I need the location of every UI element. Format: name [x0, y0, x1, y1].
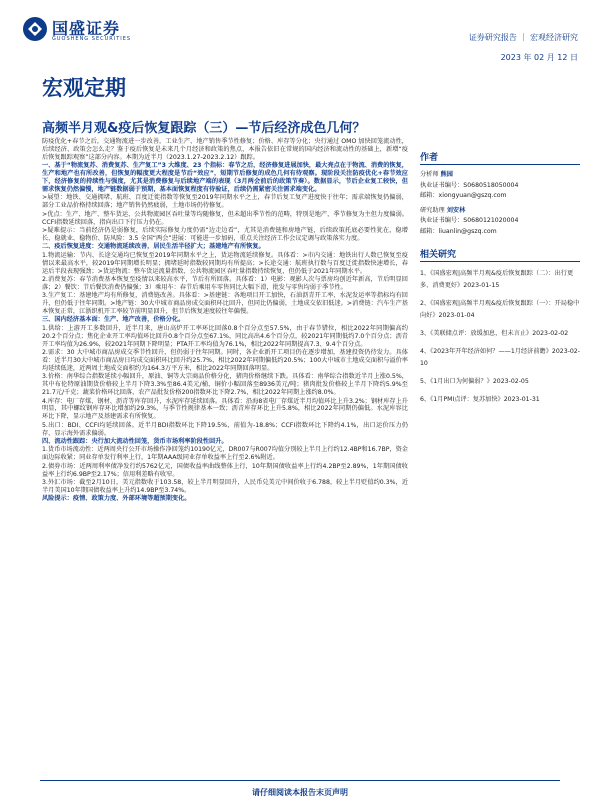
body-paragraph: 5.出口：BDI、CCFI均延续回落。近半月BDI指数环比下降19.5%，前值为-18.8%；CCFI指数环比下降约4.1%，出口运价压力仍存，显示海外需求偏弱。 — [42, 421, 408, 437]
footer-disclaimer: 请仔细阅读本报告末页声明 — [252, 788, 348, 797]
sidebar — [420, 150, 580, 412]
section-heading: 二、疫后恢复进度：交通物流延续改善，居民生活半径扩大；基建地产有所恢复。 — [42, 243, 265, 251]
assistant-name: 刘安林 — [446, 206, 466, 214]
body-paragraph: 2.需求：30 大中城市商品房成交季节性回升，但仍弱于往年同期。同时，各企业新开工项目仍在逐步增加，基建投资仍待发力。具体看：近半月30大中城市商品房日均成交面积环比回升约25.7%，相比2022年同期偏低约20.5%；100大中城市土地成交面积与溢价率均延续低迷，近两周土地成交面积约为164.3万平方米，相比2022年同期回落明显。 — [42, 349, 408, 372]
body-paragraph: 1.供给：上游开工多数回升，近半月来，唐山高炉开工率环比回落0.8个百分点至57.5%，由于春节错位，相比2022年同期偏高约20.2个百分点；焦化企业开工率均值环比回升0.8个百分点至67.1%，同比高出4.6个百分点，较2021年同期低约7.0个百分点；沥青开工率均值为26.9%，较2021年同期下降明显；PTA开工率均值为76.1%，相比2022年同期提高7.3、9.4个百分点。 — [42, 324, 408, 348]
body-paragraph: 4.库存：电厂存煤、钢材、沥青等库存回升，水泥库存延续回落。具体看：沿海8省电厂存煤近半月均值环比上升3.2%；钢材库存上升明显，其中螺纹钢库存环比增加约29.3%，与季节性规律基本一致；沥青库存环比上升5.8%，相比2022年同期仍偏低。水泥库容比环比下降，显示地产及基建需求有所恢复。 — [42, 397, 408, 421]
analyst-prefix: 分析师 — [420, 171, 439, 178]
company-name-en: GUOSHENG SECURITIES — [52, 36, 132, 42]
page-header — [22, 10, 578, 62]
body-paragraph: >展望：地铁、交通拥堵、航班、百度迁徙指数等恢复至2019年同期水平之上，春节后复工复产进度快于往年；需求端恢复仍偏弱，部分工业品价格持续回落；地产销售仍然疲弱，土地市场仍待修复。 — [42, 194, 408, 210]
related-item[interactable]: 4、《2023年开年经济如何？——1月经济前瞻》2023-02-10 — [420, 348, 580, 367]
body-paragraph: >疑难提示：当前经济仍是弱修复，后续实际修复力度仍需“边走边看”，尤其是消费链和房地产链，后续政策托底必要性犹在，稳增长、稳就业、稳物价、防风险：3.5 全国“两会”进展：可能进一步加码，重点关注经济工作会议定调与政策落实力度。 — [42, 226, 408, 242]
section-heading: 四、流动性跟踪：央行加大流动性回笼，货币市场利率阶段性回升。 — [42, 438, 228, 446]
related-item[interactable]: 5、《1月出口为何偏弱？》2023-02-05 — [420, 378, 529, 385]
assistant-line — [420, 206, 580, 217]
body-paragraph: >优点：生产、地产、整车货运、公共物流园区吞吐量等均随修复，但未超出季节性的范畴，特别是地产，季节修复为主但力度偏弱。CCFI指数延续回落，指向出口下行压力仍在。 — [42, 210, 408, 226]
assistant-cert: 执业证书编号：S0680121020004 — [420, 217, 519, 224]
body-paragraph: 2.消费复苏：春节消费基本恢复至疫情以来较高水平，节后有所回落。具体看：1）电影：观影人次与票房均创近年新高，节后明显回落；2）餐饮：节后餐饮消费仍偏强；3）乘用车：春节后乘用车零售同比大幅下滑，批发与零售均弱于季节性。 — [42, 275, 408, 291]
analyst-cert: 执业证书编号：S0680518050004 — [420, 181, 519, 189]
body-paragraph: 1.物流运输：节内、长途交通均已恢复至2019年同期水平之上，货运物流延续修复。具体看：>市内交通：地铁出行人数已恢复至疫情以来最高水平，较2019年同期增长明显；拥堵延时指数较同期均有所提高；>长途交通：航班执行数与百度迁徙指数快速增长，春运后半段表现强劲；>货运物流：整车货运流量指数、公共物流园区吞吐量指数持续恢复，但仍低于2021年同期水平。 — [42, 251, 408, 275]
report-type: 证券研究报告 ｜ 宏观经济研究 — [468, 33, 578, 42]
analyst-email[interactable]: 邮箱：xiongyuan@gszq.com — [420, 192, 507, 199]
authors-heading: 作者 — [420, 150, 580, 165]
related-item[interactable]: 6、《1月PMI点评：复苏加快》2023-01-31 — [420, 396, 540, 403]
page-footer — [0, 780, 600, 797]
analyst-name: 熊园 — [440, 171, 453, 178]
section-heading: 三、国内经济基本面：生产、地产改善，价格分化。 — [42, 316, 185, 324]
related-item[interactable]: 2、《国盛宏观|高频半月观&疫后恢复跟踪（一）：开局稳中向好》2023-01-04 — [420, 300, 580, 319]
body-paragraph: 1.货币市场流动性：近两周央行公开市场操作净回笼约10190亿元，DR007与R007均值分别较上半月上行约12.4BP和16.7BP，资金面边际收紧；同业存单发行利率上行，1年期AAA级同业存单收益率上行至2.6%附近。 — [42, 446, 408, 462]
company-name: 国盛证券 — [52, 19, 121, 38]
report-title: 高频半月观&疫后恢复跟踪（三）—节后经济成色几何？ — [42, 121, 366, 136]
related-item[interactable]: 1、《国盛宏观|高频半月观&疫后恢复跟踪（二）：出行更多、消费更好》2023-01-15 — [420, 270, 574, 289]
related-item[interactable]: 3、《美联储点评：放缓加息，但未言止》2023-02-02 — [420, 330, 569, 337]
footer-divider — [40, 780, 560, 781]
report-date: 2023 年 02 月 12 日 — [500, 53, 578, 62]
body-paragraph: 2.债券市场：近两周利率债净发行约5762亿元，国债收益率曲线整体上行，10年期国债收益率上行约4.2BP至2.89%，1年期国债收益率上行约6.9BP至2.17%；信用利差略有收窄。 — [42, 462, 408, 478]
body-paragraph: 3.外汇市场：截至2月10日，美元指数收于103.58，较上半月明显回升，人民币兑美元中间价收于6.788，较上半月贬值约0.3%，近半月美国10年期国债收益率上升约14.9BP至3.74%。 — [42, 479, 408, 494]
column-title: 宏观定期 — [42, 75, 126, 100]
section-heading: 风险提示：疫情、政策力度、外部环境等超预期变化。 — [42, 495, 191, 503]
related-heading: 相关研究 — [420, 247, 580, 262]
body-paragraph: 3.生产复工：基建地产均有所修复，消费链改善。具体看：>基建链：各地项目开工加快，石油沥青开工率、水泥发运率等指标均有回升，但仍低于往年同期。>地产链：30大中城市商品房成交面积环比回升，但同比仍偏弱，土地成交依旧低迷。>消费链：汽车生产基本恢复正常，江浙织机开工率较节前明显回升，但节后恢复速度较往年偏慢。 — [42, 292, 408, 316]
body-paragraph: 防疫优化+春节之后，交通物流进一步改善，工业生产、地产销售季节性修复；价格、库存等分化；央行通过 OMO 加快回笼流动性，后续经济、政策会怎么走？鉴于疫后恢复是未来几个月经济和政策的焦点，本报告依旧在常规的国内经济和流动性的基础上，新增“疫后恢复跟踪观察”这部分内容。本期为近半月（2023.1.27-2023.2.12）跟踪。 — [42, 138, 408, 161]
body-paragraph: 3.价格：南华综合指数延续小幅回升，原油、铜等大宗商品价格分化，猪肉价格继续下跌。具体看：南华综合指数近半月上涨0.5%，其中布伦特原油期货价格较上半月下降3.3%至86.4美元/桶，铜价小幅回落至8936美元/吨；猪肉批发价格较上半月下降约5.9%至21.7元/千克；蔬菜价格环比回落，农产品批发价格200指数环比下降2.7%，相比2022年同期上涨约8.0%。 — [42, 373, 408, 397]
assistant-prefix: 研究助理 — [420, 206, 445, 214]
report-body — [42, 138, 408, 504]
company-logo-icon — [22, 16, 48, 42]
assistant-email[interactable]: 邮箱：liuanlin@gszq.com — [420, 227, 497, 235]
section-heading: 一、基于“物流复苏、消费复苏、生产复工”3 大维度、23 个指标：春节之后，经济修复进展加快，最大亮点在于物流、消费的恢复，生产和地产也有所改善，但恢复的幅度更大程度是节后“效应”，短期节后修复的成色几何有待观察。现阶段关注防疫优化+春节效应下，经济修复的持续性与强度，尤其是消费修复与后续地产端的表现（3月两会前后的政策节奏）。数据显示，节后企业复工较快，但需求恢复仍然偏慢，地产链数据弱于预期，基本面恢复程度有待验证，后续仍需紧密关注需求端变化。 — [42, 162, 408, 193]
analyst-line — [420, 170, 580, 181]
